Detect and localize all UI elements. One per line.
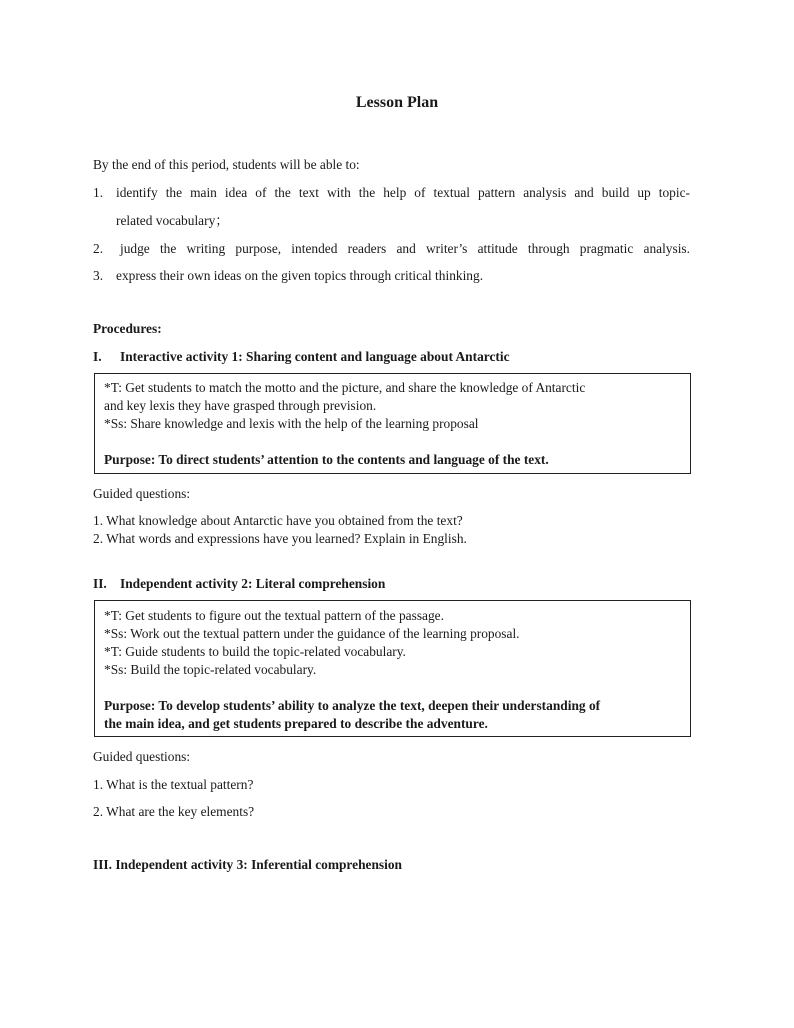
purpose-text: Purpose: To develop students’ ability to analyze the text, deepen their understanding of xyxy=(104,698,601,713)
objective-text: express their own ideas on the given topics through critical thinking. xyxy=(116,268,484,283)
objective-number: 1. xyxy=(93,185,104,200)
objective-number: 2. xyxy=(93,241,104,256)
box-line: *T: Get students to match the motto and the picture, and share the knowledge of Antarctic xyxy=(104,380,586,395)
box-line: and key lexis they have grasped through prevision. xyxy=(104,398,377,413)
activity-heading: Interactive activity 1: Sharing content and language about Antarctic xyxy=(120,349,510,364)
activity-heading: III. Independent activity 3: Inferential comprehension xyxy=(93,857,402,872)
guided-question: 2. What are the key elements? xyxy=(93,804,255,819)
box-line: *T: Guide students to build the topic-related vocabulary. xyxy=(104,644,406,659)
guided-question: 2. What words and expressions have you learned? Explain in English. xyxy=(93,531,467,546)
objective-number: 3. xyxy=(93,268,104,283)
activity-heading: Independent activity 2: Literal comprehension xyxy=(120,576,386,591)
activity-box xyxy=(94,373,691,474)
guided-question: 1. What knowledge about Antarctic have you obtained from the text? xyxy=(93,513,463,528)
objective-text-continued: related vocabulary； xyxy=(116,213,229,228)
purpose-text-continued: the main idea, and get students prepared to describe the adventure. xyxy=(104,716,488,731)
page-title: Lesson Plan xyxy=(355,94,439,111)
purpose-text: Purpose: To direct students’ attention to the contents and language of the text. xyxy=(104,452,549,467)
box-line: *T: Get students to figure out the textual pattern of the passage. xyxy=(104,608,444,623)
guided-questions-label: Guided questions: xyxy=(93,749,191,764)
box-line: *Ss: Build the topic-related vocabulary. xyxy=(104,662,317,677)
activity-numeral: I. xyxy=(93,349,102,364)
box-line: *Ss: Work out the textual pattern under the guidance of the learning proposal. xyxy=(104,626,520,641)
activity-box xyxy=(94,600,691,737)
guided-questions-label: Guided questions: xyxy=(93,486,191,501)
objective-text: identify the main idea of the text with the help of textual pattern analysis and build up topic- xyxy=(116,185,690,200)
guided-question: 1. What is the textual pattern? xyxy=(93,777,254,792)
objectives-intro: By the end of this period, students will be able to: xyxy=(93,157,360,172)
procedures-label: Procedures: xyxy=(93,321,162,336)
box-line: *Ss: Share knowledge and lexis with the help of the learning proposal xyxy=(104,416,479,431)
objective-text: judge the writing purpose, intended readers and writer’s attitude through pragmatic analysis. xyxy=(120,241,690,256)
activity-numeral: II. xyxy=(93,576,107,591)
